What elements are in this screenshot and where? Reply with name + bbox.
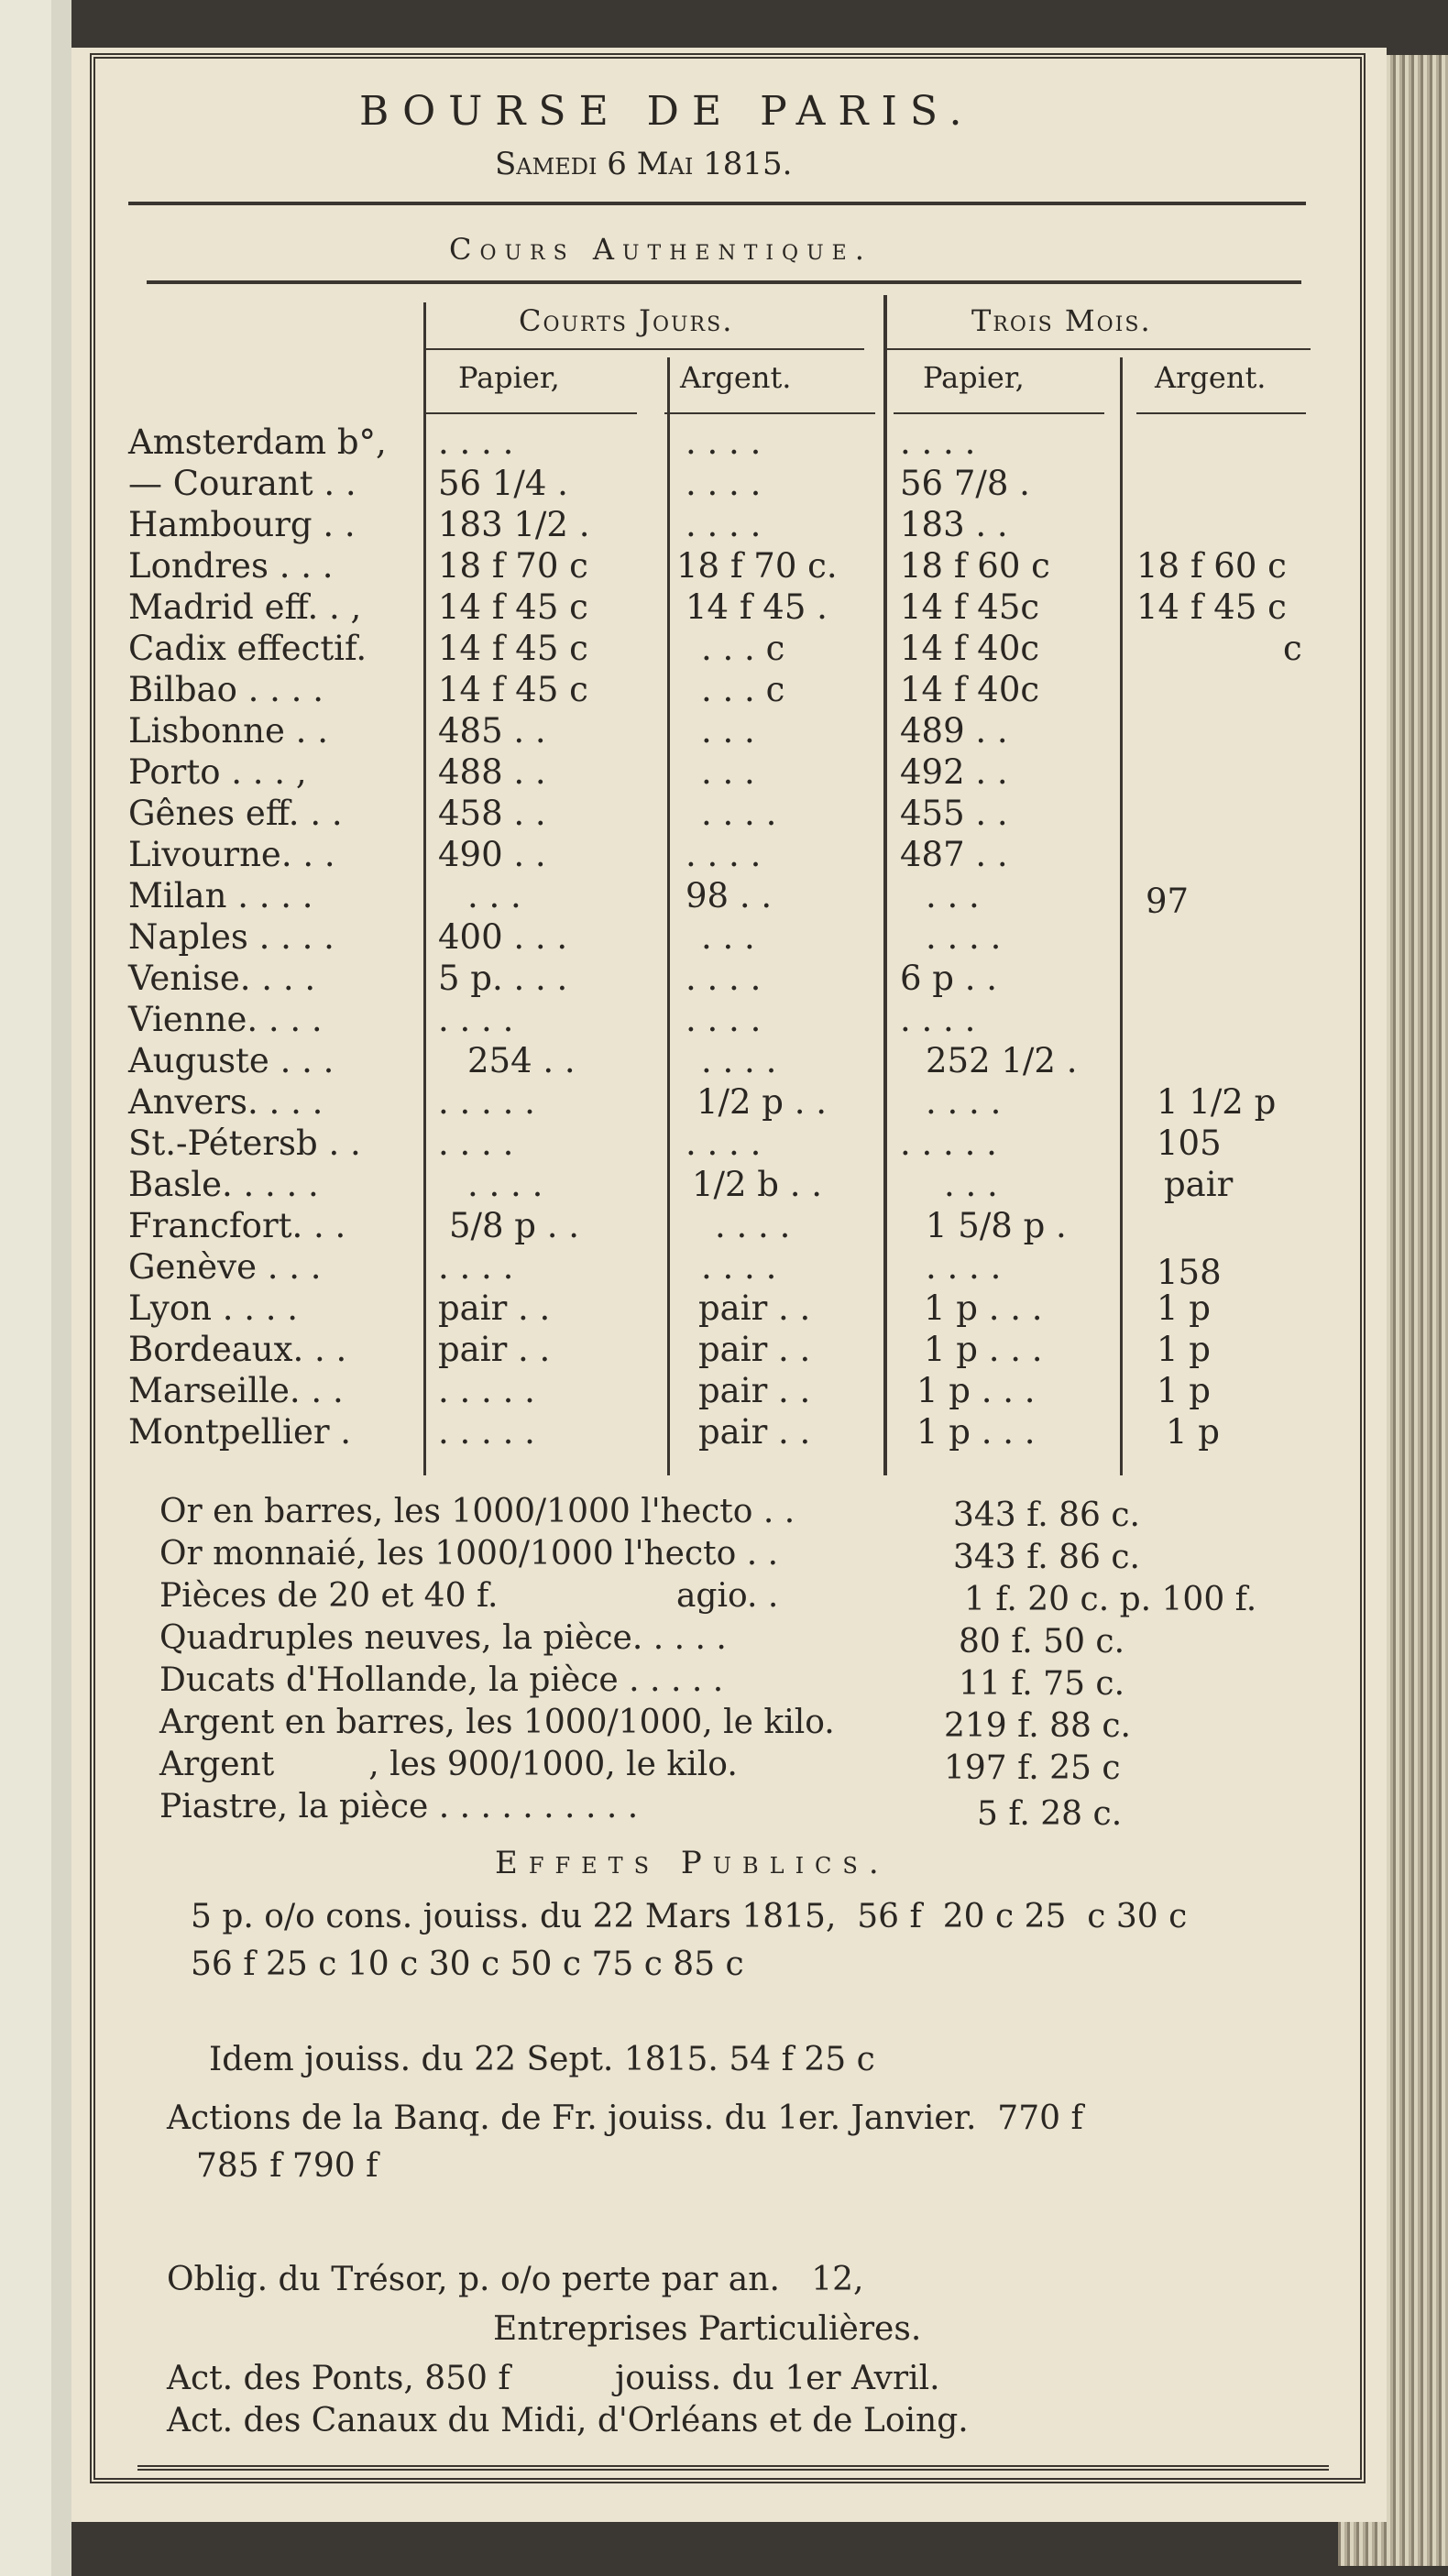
divider-1 bbox=[423, 302, 426, 1475]
row-cell: . . . c bbox=[701, 629, 785, 668]
row-cell: 14 f 45 c bbox=[438, 670, 588, 709]
row-cell: 492 . . bbox=[900, 752, 1008, 792]
row-place: Naples . . . . bbox=[128, 917, 335, 957]
row-cell: . . . . bbox=[686, 959, 762, 998]
row-place: Londres . . . bbox=[128, 546, 334, 586]
rule-bottom bbox=[137, 2465, 1329, 2471]
row-cell: . . . . bbox=[926, 1082, 1002, 1122]
col-papier-2: Papier, bbox=[923, 360, 1025, 395]
metal-value: 343 f. 86 c. bbox=[953, 1496, 1140, 1534]
rule-group-left bbox=[426, 348, 864, 350]
row-cell: 400 . . . bbox=[438, 917, 568, 957]
row-cell: 183 1/2 . bbox=[438, 505, 590, 544]
effets-line: Idem jouiss. du 22 Sept. 1815. 54 f 25 c bbox=[209, 2041, 875, 2078]
row-cell: 1 p bbox=[1157, 1330, 1211, 1369]
row-cell: . . . . . bbox=[438, 1082, 535, 1122]
row-cell: . . . . bbox=[686, 422, 762, 462]
row-place: Vienne. . . . bbox=[128, 1000, 323, 1039]
row-cell: . . . . . bbox=[900, 1124, 997, 1163]
group-courts-jours: Courts Jours. bbox=[519, 303, 734, 338]
effets-line: 5 p. o/o cons. jouiss. du 22 Mars 1815, 56 f 20 c 25 c 30 c bbox=[191, 1898, 1188, 1935]
row-place: Cadix effectif. bbox=[128, 629, 367, 668]
metal-value: 80 f. 50 c. bbox=[959, 1623, 1125, 1661]
row-place: Francfort. . . bbox=[128, 1206, 346, 1245]
row-cell: . . . . bbox=[926, 1247, 1002, 1287]
rule-col-header-2 bbox=[664, 412, 875, 414]
row-place: Porto . . . , bbox=[128, 752, 307, 792]
metal-value: 343 f. 86 c. bbox=[953, 1539, 1140, 1576]
row-cell: . . . . bbox=[686, 835, 762, 874]
metal-label: Or en barres, les 1000/1000 l'hecto . . bbox=[159, 1493, 795, 1530]
row-place: Basle. . . . . bbox=[128, 1165, 319, 1204]
row-cell: pair bbox=[1164, 1165, 1234, 1204]
row-cell: 489 . . bbox=[900, 711, 1008, 751]
row-cell: . . . bbox=[467, 876, 521, 915]
row-place: Gênes eff. . . bbox=[128, 794, 343, 833]
row-cell: 1/2 p . . bbox=[697, 1082, 828, 1122]
row-cell: . . . . bbox=[467, 1165, 543, 1204]
row-cell: 1 5/8 p . bbox=[926, 1206, 1067, 1245]
row-cell: . . . bbox=[944, 1165, 998, 1204]
row-cell: pair . . bbox=[438, 1288, 551, 1328]
rule-group-right bbox=[884, 348, 1311, 350]
row-cell: . . . . bbox=[686, 1000, 762, 1039]
col-argent-1: Argent. bbox=[680, 360, 792, 395]
row-cell: 14 f 45 c bbox=[438, 587, 588, 627]
row-cell: 458 . . bbox=[438, 794, 546, 833]
row-cell: 1 p . . . bbox=[924, 1288, 1043, 1328]
row-place: Genève . . . bbox=[128, 1247, 322, 1287]
row-place: Marseille. . . bbox=[128, 1371, 344, 1410]
row-cell: 455 . . bbox=[900, 794, 1008, 833]
row-cell: 5/8 p . . bbox=[449, 1206, 580, 1245]
effets-heading: Effets Publics. bbox=[495, 1845, 890, 1881]
divider-3 bbox=[883, 295, 887, 1475]
row-cell: 5 p. . . . bbox=[438, 959, 568, 998]
row-cell: 254 . . bbox=[467, 1041, 576, 1080]
row-cell: 14 f 45 . bbox=[686, 587, 828, 627]
row-cell: 1 p bbox=[1166, 1412, 1220, 1452]
row-cell: pair . . bbox=[698, 1288, 811, 1328]
row-cell: . . . . bbox=[715, 1206, 791, 1245]
row-cell: 105 bbox=[1157, 1124, 1222, 1163]
row-cell: 1 1/2 p bbox=[1157, 1082, 1277, 1122]
row-place: Lisbonne . . bbox=[128, 711, 328, 751]
row-cell: . . . . bbox=[686, 464, 762, 503]
metal-label: Or monnaié, les 1000/1000 l'hecto . . bbox=[159, 1535, 779, 1573]
row-cell: . . . bbox=[701, 752, 755, 792]
row-cell: . . . . . bbox=[438, 1371, 535, 1410]
metal-label: Argent en barres, les 1000/1000, le kilo. bbox=[159, 1704, 835, 1741]
divider-2 bbox=[667, 357, 670, 1475]
page-title: BOURSE DE PARIS. bbox=[359, 88, 975, 135]
row-cell: 56 7/8 . bbox=[900, 464, 1030, 503]
row-cell: 18 f 60 c bbox=[900, 546, 1050, 586]
metal-label: Piastre, la pièce . . . . . . . . . . bbox=[159, 1788, 639, 1825]
row-cell: c bbox=[1283, 629, 1302, 668]
entreprises-heading: Entreprises Particulières. bbox=[493, 2310, 922, 2348]
row-place: Auguste . . . bbox=[128, 1041, 335, 1080]
row-place: — Courant . . bbox=[128, 464, 357, 503]
row-cell: . . . . bbox=[438, 422, 514, 462]
rule-under-heading bbox=[147, 280, 1301, 284]
metal-value: 197 f. 25 c bbox=[944, 1749, 1121, 1787]
row-cell: pair . . bbox=[438, 1330, 551, 1369]
row-cell: 97 bbox=[1146, 882, 1190, 921]
effets-line: Oblig. du Trésor, p. o/o perte par an. 12, bbox=[167, 2261, 864, 2298]
row-cell: . . . . bbox=[701, 1247, 777, 1287]
row-cell: . . . . bbox=[701, 794, 777, 833]
metal-value: 219 f. 88 c. bbox=[944, 1707, 1131, 1745]
row-cell: 14 f 45 c bbox=[438, 629, 588, 668]
row-place: Montpellier . bbox=[128, 1412, 352, 1452]
row-cell: . . . bbox=[701, 917, 755, 957]
row-cell: 6 p . . bbox=[900, 959, 998, 998]
section-heading: Cours Authentique. bbox=[449, 232, 872, 267]
row-cell: . . . . bbox=[438, 1124, 514, 1163]
divider-4 bbox=[1120, 357, 1123, 1475]
row-cell: . . . . bbox=[438, 1000, 514, 1039]
row-place: Livourne. . . bbox=[128, 835, 335, 874]
row-cell: 485 . . bbox=[438, 711, 546, 751]
row-place: Milan . . . . bbox=[128, 876, 313, 915]
row-cell: pair . . bbox=[698, 1371, 811, 1410]
metal-value: 1 f. 20 c. p. 100 f. bbox=[964, 1581, 1257, 1618]
row-cell: 1 p . . . bbox=[916, 1412, 1036, 1452]
row-place: Bilbao . . . . bbox=[128, 670, 324, 709]
row-place: Madrid eff. . , bbox=[128, 587, 362, 627]
row-cell: 18 f 70 c. bbox=[676, 546, 838, 586]
row-cell: . . . bbox=[701, 711, 755, 751]
row-cell: . . . . bbox=[438, 1247, 514, 1287]
row-cell: 183 . . bbox=[900, 505, 1008, 544]
row-cell: 490 . . bbox=[438, 835, 546, 874]
effets-line: Actions de la Banq. de Fr. jouiss. du 1er. Janvier. 770 f bbox=[167, 2099, 1083, 2137]
row-cell: . . . . bbox=[701, 1041, 777, 1080]
entreprises-line: Act. des Ponts, 850 f jouiss. du 1er Avril. bbox=[167, 2360, 940, 2397]
metal-label: Ducats d'Hollande, la pièce . . . . . bbox=[159, 1661, 724, 1699]
rule-col-header-3 bbox=[894, 412, 1104, 414]
row-cell: 488 . . bbox=[438, 752, 546, 792]
row-cell: 1/2 b . . bbox=[692, 1165, 823, 1204]
row-cell: 18 f 60 c bbox=[1136, 546, 1287, 586]
row-place: Venise. . . . bbox=[128, 959, 316, 998]
rule-top bbox=[128, 202, 1306, 205]
row-cell: 14 f 45c bbox=[900, 587, 1040, 627]
row-cell: 1 p . . . bbox=[916, 1371, 1036, 1410]
row-cell: . . . . bbox=[900, 422, 976, 462]
row-cell: . . . c bbox=[701, 670, 785, 709]
row-cell: . . . . bbox=[900, 1000, 976, 1039]
date-line: Samedi 6 Mai 1815. bbox=[495, 146, 793, 182]
metal-label: Pièces de 20 et 40 f. agio. . bbox=[159, 1577, 779, 1615]
row-place: Hambourg . . bbox=[128, 505, 356, 544]
effets-line: 56 f 25 c 10 c 30 c 50 c 75 c 85 c bbox=[191, 1946, 744, 1983]
row-cell: . . . . bbox=[926, 917, 1002, 957]
row-place: Lyon . . . . bbox=[128, 1288, 299, 1328]
metal-label: Quadruples neuves, la pièce. . . . . bbox=[159, 1619, 727, 1657]
row-cell: 1 p bbox=[1157, 1371, 1211, 1410]
row-cell: 98 . . bbox=[686, 876, 773, 915]
row-cell: 14 f 40c bbox=[900, 670, 1040, 709]
row-cell: 14 f 40c bbox=[900, 629, 1040, 668]
row-cell: pair . . bbox=[698, 1412, 811, 1452]
row-cell: 14 f 45 c bbox=[1136, 587, 1287, 627]
row-cell: 1 p bbox=[1157, 1288, 1211, 1328]
col-papier-1: Papier, bbox=[458, 360, 560, 395]
col-argent-2: Argent. bbox=[1155, 360, 1267, 395]
row-cell: . . . . bbox=[686, 1124, 762, 1163]
row-cell: 56 1/4 . bbox=[438, 464, 568, 503]
metal-value: 11 f. 75 c. bbox=[959, 1665, 1125, 1703]
rule-col-header-4 bbox=[1136, 412, 1306, 414]
metal-value: 5 f. 28 c. bbox=[977, 1795, 1123, 1833]
row-place: Anvers. . . . bbox=[128, 1082, 324, 1122]
left-page-gutter bbox=[51, 0, 71, 2576]
row-cell: 1 p . . . bbox=[924, 1330, 1043, 1369]
rule-col-header-1 bbox=[426, 412, 637, 414]
row-cell: . . . bbox=[926, 876, 980, 915]
row-place: Bordeaux. . . bbox=[128, 1330, 347, 1369]
group-trois-mois: Trois Mois. bbox=[971, 303, 1152, 338]
metal-label: Argent , les 900/1000, le kilo. bbox=[159, 1746, 738, 1783]
effets-line: 785 f 790 f bbox=[196, 2147, 378, 2185]
row-place: Amsterdam b°, bbox=[128, 422, 387, 462]
row-cell: 487 . . bbox=[900, 835, 1008, 874]
row-cell: 252 1/2 . bbox=[926, 1041, 1078, 1080]
row-cell: . . . . bbox=[686, 505, 762, 544]
row-cell: 158 bbox=[1157, 1253, 1222, 1292]
row-cell: . . . . . bbox=[438, 1412, 535, 1452]
row-cell: 18 f 70 c bbox=[438, 546, 588, 586]
row-place: St.-Pétersb . . bbox=[128, 1124, 361, 1163]
entreprises-line: Act. des Canaux du Midi, d'Orléans et de Loing. bbox=[167, 2402, 969, 2439]
row-cell: pair . . bbox=[698, 1330, 811, 1369]
